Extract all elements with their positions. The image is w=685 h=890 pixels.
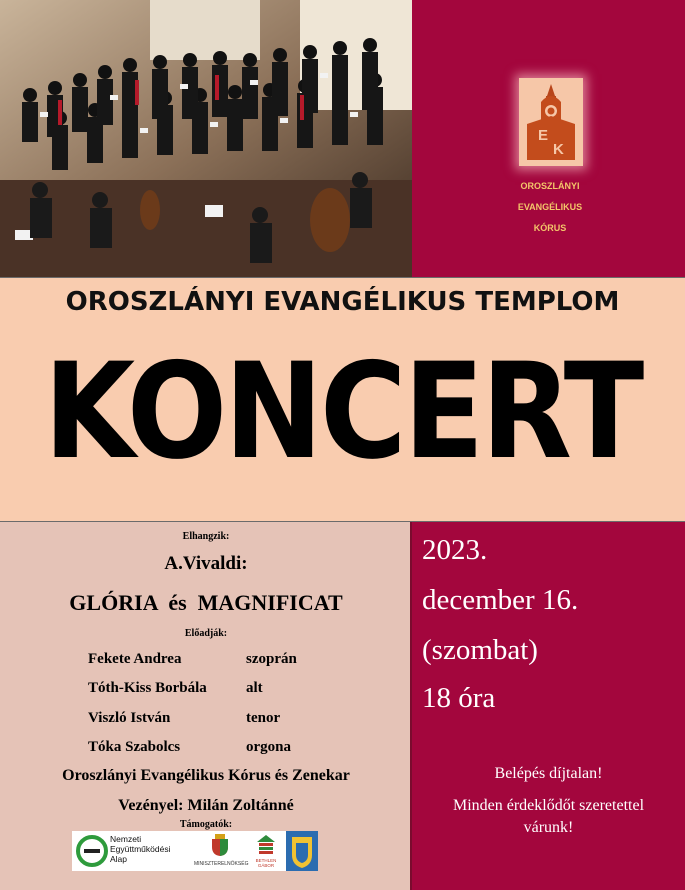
date-day: december 16.	[422, 584, 579, 616]
logo-line-1: OROSZLÁNYI	[520, 181, 580, 191]
hungarian-crest-icon	[210, 833, 230, 857]
event-title: KONCERT	[43, 333, 642, 489]
nea-logo	[72, 831, 192, 871]
composer: A.Vivaldi:	[164, 553, 248, 574]
works-title: GLÓRIA és MAGNIFICAT	[69, 590, 343, 615]
performer-name: Fekete Andrea	[88, 651, 182, 667]
date-weekday: (szombat)	[422, 634, 538, 666]
performer-name: Viszló István	[88, 710, 171, 726]
performers-label: Előadják:	[184, 628, 228, 639]
performer-role: orgona	[246, 739, 291, 755]
city-crest-icon	[286, 831, 318, 871]
bethlen-icon	[255, 833, 277, 855]
venue-title: OROSZLÁNYI EVANGÉLIKUS TEMPLOM	[65, 287, 620, 317]
church-logo-icon	[519, 78, 583, 166]
performer-name: Tóth-Kiss Borbála	[88, 680, 207, 696]
nea-line-1: Nemzeti	[110, 834, 142, 844]
svg-text:E: E	[538, 127, 549, 144]
nea-icon	[74, 833, 110, 869]
welcome-line-2: várunk!	[523, 819, 574, 836]
choir-photo-graphic	[0, 0, 412, 277]
heard-label: Elhangzik:	[182, 531, 230, 542]
logo-line-3: KÓRUS	[533, 223, 567, 233]
choir-logo	[519, 78, 583, 166]
nea-line-2: Együttműködési	[110, 844, 171, 854]
performer-name: Tóka Szabolcs	[88, 739, 181, 755]
performer-role: alt	[246, 680, 263, 696]
ensemble: Oroszlányi Evangélikus Kórus és Zenekar	[62, 767, 350, 784]
date-time: 18 óra	[422, 682, 496, 714]
sponsors-label: Támogatók:	[179, 819, 233, 830]
bethlen-name: BETHLEN GÁBOR	[255, 858, 277, 868]
city-crest	[286, 831, 318, 871]
conductor: Vezényel: Milán Zoltánné	[118, 797, 294, 814]
welcome-line-1: Minden érdeklődőt szeretettel	[452, 797, 645, 814]
bethlen-logo	[248, 831, 284, 871]
ministry-logo	[192, 831, 248, 871]
logo-line-2: EVANGÉLIKUS	[517, 202, 583, 212]
ministry-name: MINISZTERELNÖKSÉG	[194, 861, 249, 867]
choir-photo	[0, 0, 412, 277]
sponsor-strip	[72, 831, 318, 871]
free-entry: Belépés díjtalan!	[494, 765, 603, 782]
performer-role: tenor	[246, 710, 281, 726]
svg-text:K: K	[553, 141, 564, 158]
nea-line-3: Alap	[110, 854, 128, 864]
date-year: 2023.	[422, 534, 488, 566]
performer-role: szoprán	[246, 651, 297, 667]
